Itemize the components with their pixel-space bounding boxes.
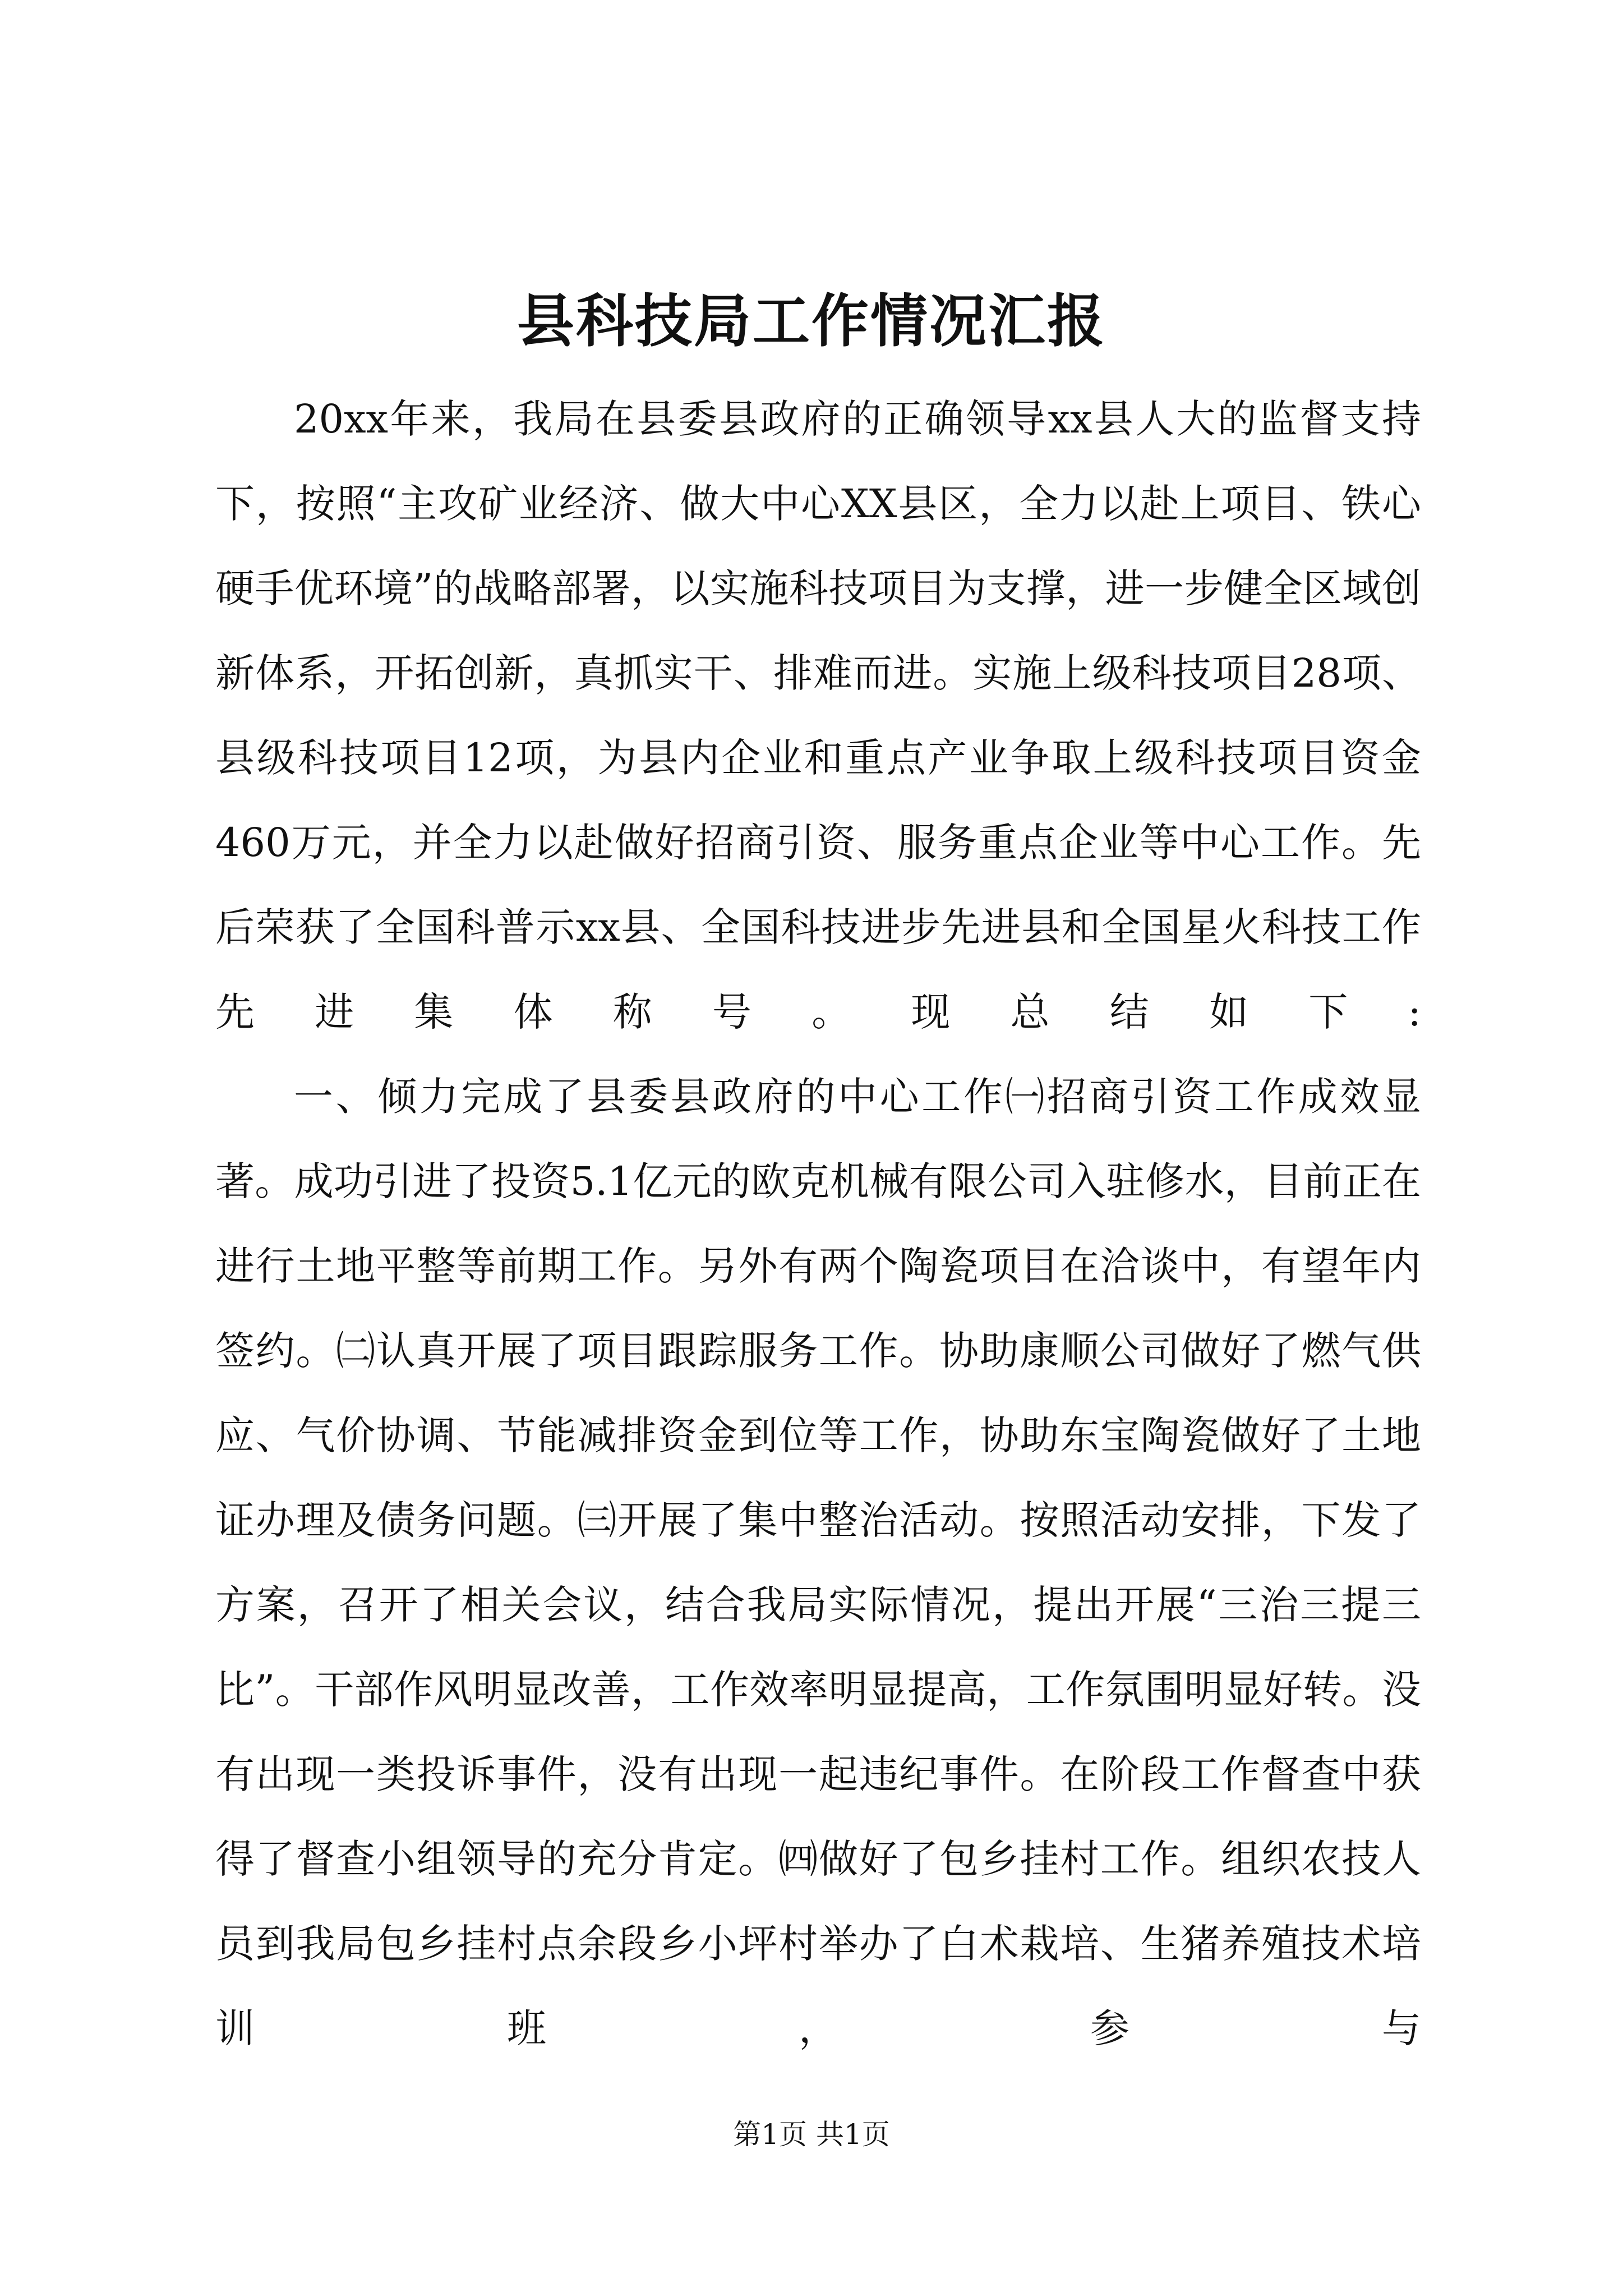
paragraph-section-one: 一、倾力完成了县委县政府的中心工作㈠招商引资工作成效显著。成功引进了投资5.1亿元的欧克机械有限公司入驻修水，目前正在进行土地平整等前期工作。另外有两个陶瓷项目在洽谈中，有望年内签约。㈡认真开展了项目跟踪服务工作。协助康顺公司做好了燃气供应、气价协调、节能减排资金到位等工作，协助东宝陶瓷做好了土地证办理及债务问题。㈢开展了集中整治活动。按照活动安排，下发了方案，召开了相关会议，结合我局实际情况，提出开展“三治三提三比”。干部作风明显改善，工作效率明显提高，工作氛围明显好转。没有出现一类投诉事件，没有出现一起违纪事件。在阶段工作督查中获得了督查小组领导的充分肯定。㈣做好了包乡挂村工作。组织农技人员到我局包乡挂村点余段乡小坪村举办了白术栽培、生猪养殖技术培训班，参与 <box>215 1074 1421 2051</box>
paragraph-intro: 20xx年来，我局在县委县政府的正确领导xx县人大的监督支持下，按照“主攻矿业经济、做大中心XX县区，全力以赴上项目、铁心硬手优环境”的战略部署，以实施科技项目为支撑，进一步健全区域创新体系，开拓创新，真抓实干、排难而进。实施上级科技项目28项、县级科技项目12项，为县内企业和重点产业争取上级科技项目资金460万元，并全力以赴做好招商引资、服务重点企业等中心工作。先后荣获了全国科普示xx县、全国科技进步先进县和全国星火科技工作先进集体称号。现总结如下: <box>215 396 1421 1035</box>
document-body <box>215 377 1421 2071</box>
page-footer: 第1页 共1页 <box>733 2118 890 2151</box>
document-title: 县科技局工作情况汇报 <box>517 288 1106 355</box>
